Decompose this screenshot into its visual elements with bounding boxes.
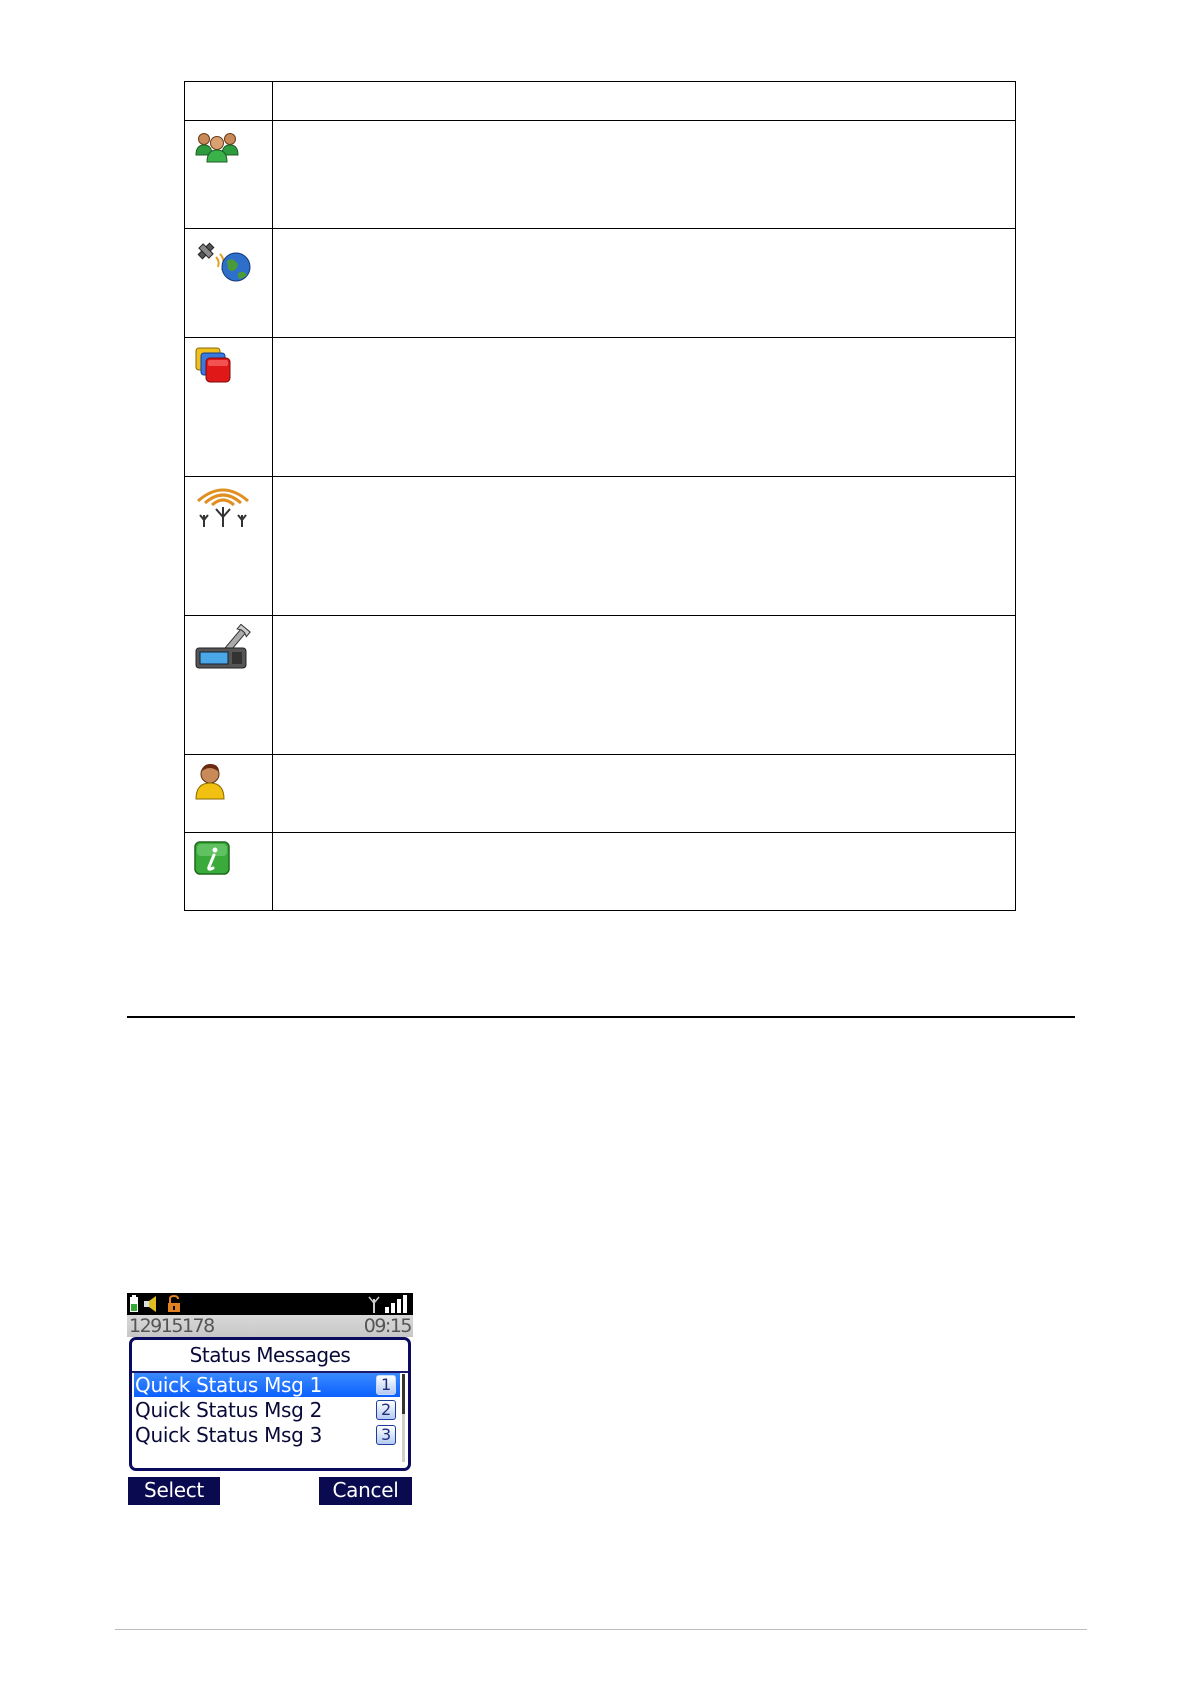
icon-cell [185, 338, 273, 477]
table-row [185, 121, 1016, 229]
table-row [185, 229, 1016, 338]
table-header-row [185, 82, 1016, 121]
signal-bars-icon [384, 1295, 410, 1313]
icon-cell [185, 477, 273, 616]
section-divider [127, 1016, 1075, 1018]
header-description-cell [273, 82, 1016, 121]
description-cell [273, 477, 1016, 616]
table-row [185, 833, 1016, 911]
footer-divider [115, 1629, 1087, 1630]
menu-item-label: Quick Status Msg 3 [135, 1423, 323, 1447]
battery-icon [129, 1295, 139, 1313]
menu-item-quick-status-3[interactable] [134, 1423, 400, 1447]
clock-time: 09:15 [363, 1315, 411, 1337]
status-messages-menu [129, 1337, 411, 1471]
menu-title: Status Messages [189, 1343, 351, 1367]
table-row [185, 755, 1016, 833]
softkey-bar [127, 1477, 413, 1505]
select-softkey[interactable]: Select [128, 1477, 220, 1505]
menu-item-quick-status-2[interactable] [134, 1398, 400, 1422]
menu-item-label: Quick Status Msg 1 [135, 1373, 323, 1397]
description-cell [273, 229, 1016, 338]
icon-cell [185, 755, 273, 833]
radio-number: 12915178 [129, 1315, 214, 1337]
stacked-windows-icon [194, 346, 234, 386]
menu-scrollbar[interactable] [402, 1374, 405, 1462]
info-icon [194, 841, 230, 877]
icon-cell [185, 616, 273, 755]
speaker-icon [143, 1295, 161, 1313]
radio-tools-icon [194, 624, 256, 672]
table-row [185, 477, 1016, 616]
antenna-signal-icon [194, 485, 252, 529]
table-row [185, 616, 1016, 755]
user-icon [194, 763, 228, 801]
description-cell [273, 616, 1016, 755]
menu-item-label: Quick Status Msg 2 [135, 1398, 323, 1422]
satellite-globe-icon [194, 237, 254, 283]
scrollbar-thumb[interactable] [402, 1374, 405, 1414]
radio-screen [127, 1293, 413, 1505]
menu-item-quick-status-1[interactable] [134, 1373, 400, 1397]
menu-item-key-badge: 2 [376, 1400, 396, 1420]
group-icon [194, 129, 240, 165]
table-row [185, 338, 1016, 477]
cancel-softkey[interactable]: Cancel [319, 1477, 412, 1505]
description-cell [273, 833, 1016, 911]
icon-cell [185, 121, 273, 229]
menu-item-key-badge: 1 [376, 1375, 396, 1395]
status-bar [127, 1293, 413, 1315]
icon-legend-table [184, 81, 1016, 911]
antenna-icon [368, 1295, 380, 1313]
icon-cell [185, 229, 273, 338]
description-cell [273, 755, 1016, 833]
description-cell [273, 121, 1016, 229]
menu-item-key-badge: 3 [376, 1425, 396, 1445]
description-cell [273, 338, 1016, 477]
header-icon-cell [185, 82, 273, 121]
info-bar [127, 1315, 413, 1337]
unlocked-icon [166, 1295, 182, 1313]
icon-cell [185, 833, 273, 911]
